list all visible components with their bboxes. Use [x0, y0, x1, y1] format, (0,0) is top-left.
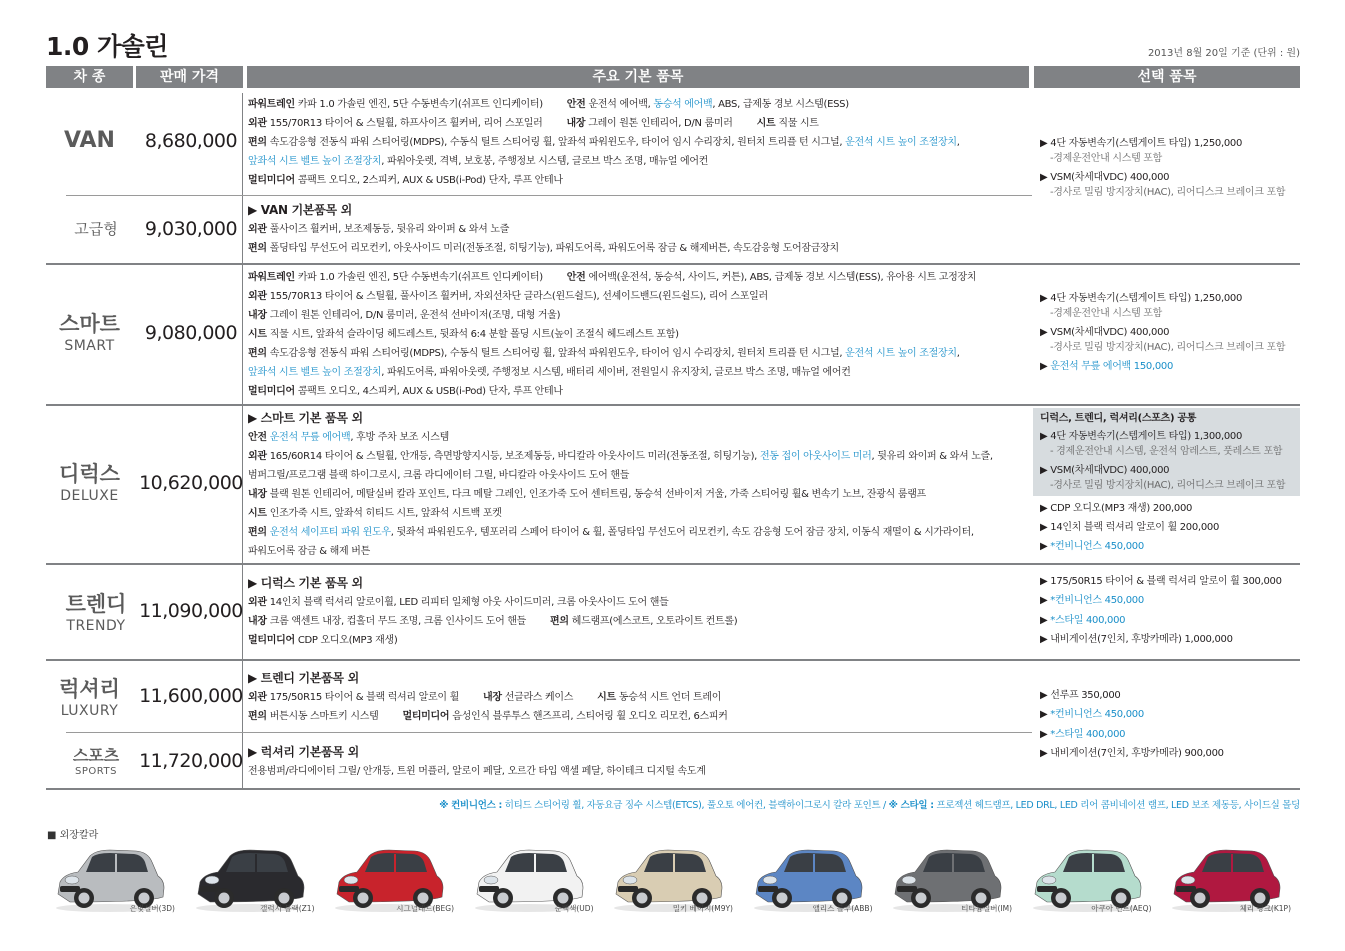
color-swatch: [329, 842, 454, 914]
header-features: 주요 기본 품목: [247, 66, 1029, 88]
features-luxury: ▶ 트렌디 기본품목 외 외관 175/50R15 타이어 & 블랙 럭셔리 알로이 휠 내장 선글라스 케이스 시트 동승석 시트 언더 트레이 편의 버튼시동 스마트키 시스템 멀티미디어 음성인식 블루투스 핸즈프리, 스티어링 휠 오디오 리모컨, 6스피커: [248, 671, 728, 722]
options-van: ▶ 4단 자동변속기(스텝게이트 타입) 1,250,000 -경제운전안내 시스템 포함 ▶ VSM(차세대VDC) 400,000 -경사로 밀림 방지장치(HAC), 리어디스크 브레이크 포함: [1040, 138, 1286, 198]
features-smart: 파워트레인 카파 1.0 가솔린 엔진, 5단 수동변속기(쉬프트 인디케이터) 안전 에어백(운전석, 동승석, 사이드, 커튼), ABS, 급제동 경보 시스템(ESS), 유아용 시트 고정장치 외관 155/70R13 타이어 & 스틸휠, 풀사이즈 휠커버, 자외선차단 글라스(윈드쉴드), 선셰이드밴드(윈드쉴드), 리어 스포일러 내장 그레이 원톤 인테리어, D/N 룸미러, 운전석 선바이저(조명, 대형 거울) 시트 직물 시트, 앞좌석 슬라이딩 헤드레스트, 뒷좌석 6:4 분할 폴딩 시트(높이 조절식 헤드레스트 포함) 편의 속도감응형 전동식 파워 스티어링(MDPS), 수동식 틸트 스티어링 휠, 앞좌석 파워윈도우, 타이어 임시 수리장치, 원터치 트리플 턴 시그널, 운전석 시트 높이 조절장치, 앞좌석 시트 벨트 높이 조절장치, 파워도어록, 파워아웃렛, 주행정보 시스템, 배터리 세이버, 전원일시 유지장치, 글로브 박스 조명, 매뉴얼 에어컨 멀티미디어 콤팩트 오디오, 4스피커, AUX & USB(i-Pod) 단자, 루프 안테나: [248, 272, 977, 397]
color-name: 시그널레드(BEG): [396, 904, 454, 913]
options-trendy: ▶ 175/50R15 타이어 & 블랙 럭셔리 알로이 휠 300,000 ▶ *컨비니언스 450,000 ▶ *스타일 400,000 ▶ 내비게이션(7인치, 후방카메라) 1,000,000: [1040, 576, 1282, 645]
color-name: 앨리스 블루(ABB): [812, 904, 873, 913]
row-divider: [46, 563, 1300, 565]
color-swatch: [748, 842, 873, 914]
price-deluxe: 10,620,000: [139, 472, 243, 494]
price-trendy: 11,090,000: [139, 600, 243, 622]
color-swatch: [469, 842, 594, 914]
color-swatch: [190, 842, 315, 914]
color-name: 은빛실버(3D): [129, 904, 175, 913]
options-deluxe: 디럭스, 트렌디, 럭셔리(스포츠) 공통 ▶ 4단 자동변속기(스텝게이트 타입) 1,300,000 - 경제운전안내 시스템, 운전석 암레스트, 풋레스트 포함 ▶ VSM(차세대VDC) 400,000 -경사로 밀림 방지장치(HAC), 리어디스크 브레이크 포함 ▶ CDP 오디오(MP3 재생) 200,000 ▶ 14인치 블랙 럭셔리 알로이 휠 200,000 ▶ *컨비니언스 450,000: [1040, 413, 1286, 552]
color-swatch: [1166, 842, 1291, 914]
trim-van-premium: 고급형: [74, 220, 118, 238]
header-price: 판매 가격: [136, 66, 243, 88]
color-swatch: [887, 842, 1012, 914]
color-swatch: [1027, 842, 1152, 914]
price-van: 8,680,000: [144, 130, 238, 152]
color-swatch: [608, 842, 733, 914]
features-trendy: ▶ 디럭스 기본 품목 외 외관 14인치 블랙 럭셔리 알로이휠, LED 리피터 일체형 아웃 사이드미러, 크롬 아웃사이드 도어 핸들 내장 크롬 액센트 내장, 컵홀더 무드 조명, 크롬 인사이드 도어 핸들 편의 헤드램프(에스코트, 오토라이트 컨트롤) 멀티미디어 CDP 오디오(MP3 재생): [248, 576, 738, 646]
row-divider: [66, 732, 1032, 733]
row-divider: [46, 263, 1300, 265]
exterior-colors-label: ■ 외장칼라: [47, 830, 99, 841]
features-van: 파워트레인 카파 1.0 가솔린 엔진, 5단 수동변속기(쉬프트 인디케이터) 안전 운전석 에어백, 동승석 에어백, ABS, 급제동 경보 시스템(ESS) 외관 155/70R13 타이어 & 스틸휠, 하프사이즈 휠커버, 리어 스포일러 내장 그레이 원톤 인테리어, D/N 룸미러 시트 직물 시트 편의 속도감응형 전동식 파워 스티어링(MDPS), 수동식 틸트 스티어링 휠, 앞좌석 파워윈도우, 타이어 임시 수리장치, 원터치 트리플 턴 시그널, 운전석 시트 높이 조절장치, 앞좌석 시트 벨트 높이 조절장치, 파워아웃렛, 격벽, 보호봉, 주행정보 시스템, 글로브 박스 조명, 매뉴얼 에어컨 멀티미디어 콤팩트 오디오, 2스피커, AUX & USB(i-Pod) 단자, 루프 안테나: [248, 99, 960, 186]
options-luxury: ▶ 선루프 350,000 ▶ *컨비니언스 450,000 ▶ *스타일 400,000 ▶ 내비게이션(7인치, 후방카메라) 900,000: [1040, 690, 1224, 759]
color-name: 체리 핑크(K1P): [1239, 904, 1291, 913]
trim-deluxe: 디럭스 DELUXE: [59, 462, 120, 504]
trim-trendy: 트렌디 TRENDY: [65, 592, 127, 634]
features-van-premium: ▶ VAN 기본품목 외 외관 풀사이즈 휠커버, 보조제동등, 뒷유리 와이퍼 & 와셔 노즐 편의 폴딩타입 무선도어 리모컨키, 아웃사이드 미러(전동조절, 히팅기능), 파워도어록, 파워도어록 잠금 & 해제버튼, 속도감응형 도어잠금장치: [248, 203, 839, 254]
header-trim: 차 종: [46, 66, 133, 88]
trim-van: VAN: [64, 128, 115, 153]
trim-smart: 스마트 SMART: [59, 312, 120, 354]
color-name: 티타늄실버(IM): [961, 904, 1012, 913]
page-title: 1.0 가솔린: [46, 32, 168, 61]
features-deluxe: ▶ 스마트 기본 품목 외 안전 운전석 무릎 에어백, 후방 주차 보조 시스템 외관 165/60R14 타이어 & 스틸휠, 안개등, 측면방향지시등, 보조제동등, 바디칼라 아웃사이드 미러(전동조절, 히팅기능), 전동 접이 아웃사이드 미러, 뒷유리 와이퍼 & 와셔 노즐, 범퍼그릴/프로그램 블랙 하이그로시, 크롬 라디에이터 그릴, 바디칼라 아웃사이드 도어 핸들 내장 블랙 원톤 인테리어, 메탈실버 칼라 포인트, 다크 메탈 그레인, 인조가죽 도어 센터트림, 동승석 선바이저 거울, 가죽 스티어링 휠& 변속기 노브, 잔광식 룸램프 시트 인조가죽 시트, 앞좌석 히티드 시트, 앞좌석 시트백 포켓 편의 운전석 세이프티 파워 윈도우, 뒷좌석 파워윈도우, 템포러리 스페어 타이어 & 휠, 폴딩타입 무선도어 리모컨키, 속도 감응형 도어 잠금 장치, 이동식 재떨이 & 시가라이터, 파워도어록 잠금 & 해제 버튼: [248, 411, 993, 557]
color-name: 아쿠아 민트(AEQ): [1091, 904, 1152, 913]
trim-sports: 스포츠 SPORTS: [72, 746, 120, 777]
color-swatch: [50, 842, 175, 914]
header-options: 선택 품목: [1034, 66, 1300, 88]
date-note: 2013년 8월 20일 기준 (단위 : 원): [1147, 48, 1300, 59]
row-divider: [66, 195, 1032, 196]
row-divider: [46, 404, 1300, 406]
color-name: 갤럭시 블랙(Z1): [260, 904, 315, 913]
row-divider: [46, 788, 1300, 790]
color-name: 밀키 베이지(M9Y): [672, 904, 733, 913]
footnote: ※ 컨비니언스 : 히티드 스티어링 휠, 자동요금 징수 시스템(ETCS), 풀오토 에어컨, 블랙하이그로시 칼라 포인트 / ※ 스타일 : 프로젝션 헤드램프, LED DRL, LED 리어 콤비네이션 램프, LED 보조 제동등, 사이드실 몰딩: [439, 800, 1300, 811]
features-sports: ▶ 럭셔리 기본품목 외 전용범퍼/라디에이터 그릴/ 안개등, 트윈 머플러, 알로이 페달, 오르간 타입 액셀 페달, 하이테크 디지털 속도계: [248, 745, 706, 777]
price-van-premium: 9,030,000: [144, 218, 238, 240]
trim-luxury: 럭셔리 LUXURY: [59, 677, 120, 719]
column-divider: [242, 93, 243, 788]
options-smart: ▶ 4단 자동변속기(스텝게이트 타입) 1,250,000 -경제운전안내 시스템 포함 ▶ VSM(차세대VDC) 400,000 -경사로 밀림 방지장치(HAC), 리어디스크 브레이크 포함 ▶ 운전석 무릎 에어백 150,000: [1040, 293, 1286, 372]
row-divider: [46, 659, 1300, 661]
price-sports: 11,720,000: [139, 750, 243, 772]
price-smart: 9,080,000: [144, 322, 238, 344]
color-name: 순백색(UD): [554, 904, 594, 913]
price-luxury: 11,600,000: [139, 685, 243, 707]
